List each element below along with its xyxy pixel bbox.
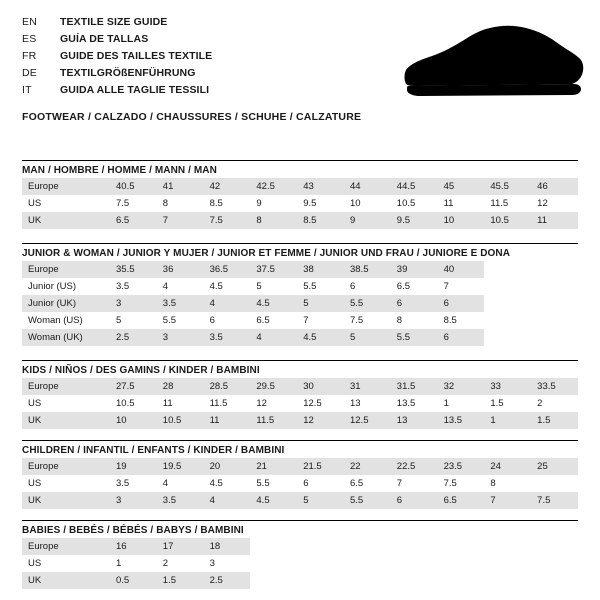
cell: 5.5 bbox=[162, 315, 177, 326]
cell bbox=[391, 572, 438, 589]
cell: 28 bbox=[157, 378, 204, 395]
cell: 18 bbox=[204, 538, 251, 555]
cell: 11.5 bbox=[209, 398, 228, 409]
size-table-man bbox=[22, 178, 578, 229]
cell: 4.5 bbox=[297, 329, 344, 346]
table-row bbox=[22, 458, 578, 475]
cell: 13 bbox=[391, 412, 438, 429]
row-label: Woman (UK) bbox=[22, 329, 110, 346]
language-code: FR bbox=[22, 50, 37, 62]
cell: 3.5 bbox=[116, 281, 130, 292]
cell: 4 bbox=[162, 281, 169, 292]
cell: 6.5 bbox=[256, 315, 270, 326]
cell bbox=[531, 475, 578, 492]
table-row bbox=[22, 329, 578, 346]
size-table-children bbox=[22, 458, 578, 509]
cell: 10.5 bbox=[484, 212, 531, 229]
cell: 1.5 bbox=[531, 412, 578, 429]
cell bbox=[344, 572, 391, 589]
row-label: US bbox=[28, 198, 42, 209]
table-row bbox=[22, 178, 578, 195]
cell: 19.5 bbox=[157, 458, 204, 475]
cell: 3.5 bbox=[157, 492, 204, 509]
cell: 13 bbox=[349, 398, 361, 409]
size-table-kids bbox=[22, 378, 578, 429]
row-label: Woman (US) bbox=[28, 315, 83, 326]
cell: 11 bbox=[531, 212, 578, 229]
language-title: GUIDA ALLE TAGLIE TESSILI bbox=[60, 84, 210, 96]
cell: 27.5 bbox=[110, 378, 157, 395]
cell: 12 bbox=[256, 398, 267, 409]
row-label: UK bbox=[22, 492, 110, 509]
cell: 13.5 bbox=[438, 412, 485, 429]
cell: 3 bbox=[209, 558, 215, 569]
cell: 4.5 bbox=[250, 492, 297, 509]
row-label: Europe bbox=[22, 178, 110, 195]
cell: 4.5 bbox=[209, 478, 223, 489]
cell: 12 bbox=[297, 412, 344, 429]
cell: 44.5 bbox=[391, 178, 438, 195]
cell: 39 bbox=[391, 261, 438, 278]
row-label: UK bbox=[22, 212, 110, 229]
cell: 35.5 bbox=[110, 261, 157, 278]
cell: 2 bbox=[162, 558, 169, 569]
cell bbox=[438, 538, 485, 555]
cell bbox=[531, 572, 578, 589]
cell: 32 bbox=[438, 378, 485, 395]
cell bbox=[344, 538, 391, 555]
language-code: ES bbox=[22, 33, 37, 45]
cell bbox=[250, 572, 297, 589]
size-table-babies bbox=[22, 538, 578, 589]
language-code: EN bbox=[22, 16, 37, 28]
cell: 28.5 bbox=[204, 378, 251, 395]
row-label: US bbox=[28, 478, 42, 489]
row-label: UK bbox=[22, 412, 110, 429]
language-title: TEXTILE SIZE GUIDE bbox=[60, 16, 168, 28]
cell: 9.5 bbox=[391, 212, 438, 229]
table-row bbox=[22, 572, 578, 589]
table-row bbox=[22, 312, 578, 329]
cell: 9 bbox=[344, 212, 391, 229]
cell: 3 bbox=[110, 295, 157, 312]
cell: 3 bbox=[110, 492, 157, 509]
section-heading: MAN / HOMBRE / HOMME / MANN / MAN bbox=[22, 160, 578, 178]
cell: 6.5 bbox=[110, 212, 157, 229]
cell: 8 bbox=[396, 315, 403, 326]
cell: 5.5 bbox=[391, 329, 438, 346]
table-row bbox=[22, 475, 578, 492]
cell: 7.5 bbox=[116, 198, 130, 209]
cell: 42.5 bbox=[250, 178, 297, 195]
section-heading: BABIES / BEBÉS / BÉBÉS / BABYS / BAMBINI bbox=[22, 520, 578, 538]
cell bbox=[484, 538, 531, 555]
cell bbox=[297, 572, 344, 589]
cell: 0.5 bbox=[110, 572, 157, 589]
section-heading: CHILDREN / INFANTIL / ENFANTS / KINDER / BAMBINI bbox=[22, 440, 578, 458]
cell: 13.5 bbox=[396, 398, 416, 409]
cell: 4 bbox=[162, 478, 169, 489]
language-code: IT bbox=[22, 84, 32, 96]
cell: 20 bbox=[204, 458, 251, 475]
cell bbox=[531, 278, 578, 295]
cell: 7 bbox=[484, 492, 531, 509]
cell bbox=[531, 312, 578, 329]
cell bbox=[250, 555, 297, 572]
table-row bbox=[22, 555, 578, 572]
cell: 40 bbox=[438, 261, 485, 278]
cell: 1 bbox=[443, 398, 449, 409]
cell: 1 bbox=[116, 558, 122, 569]
cell: 12.5 bbox=[344, 412, 391, 429]
cell: 22 bbox=[344, 458, 391, 475]
cell: 21.5 bbox=[297, 458, 344, 475]
cell: 4 bbox=[250, 329, 297, 346]
cell bbox=[297, 555, 344, 572]
cell: 31.5 bbox=[391, 378, 438, 395]
language-row bbox=[22, 14, 402, 31]
cell: 6.5 bbox=[396, 281, 410, 292]
table-row bbox=[22, 278, 578, 295]
language-row bbox=[22, 65, 402, 82]
cell: 45.5 bbox=[484, 178, 531, 195]
cell: 5.5 bbox=[344, 295, 391, 312]
row-label: US bbox=[28, 558, 42, 569]
cell: 6 bbox=[438, 295, 485, 312]
cell: 8 bbox=[490, 478, 496, 489]
cell: 5 bbox=[344, 329, 391, 346]
cell: 11.5 bbox=[490, 198, 509, 209]
cell: 9 bbox=[256, 198, 262, 209]
cell: 8.5 bbox=[297, 212, 344, 229]
table-row bbox=[22, 295, 578, 312]
cell: 10 bbox=[438, 212, 485, 229]
language-row bbox=[22, 48, 402, 65]
cell: 37.5 bbox=[250, 261, 297, 278]
cell: 8.5 bbox=[209, 198, 223, 209]
cell: 6.5 bbox=[349, 478, 364, 489]
cell bbox=[531, 295, 578, 312]
section-babies bbox=[22, 520, 578, 589]
cell bbox=[484, 572, 531, 589]
cell: 11 bbox=[204, 412, 251, 429]
section-heading: KIDS / NIÑOS / DES GAMINS / KINDER / BAMBINI bbox=[22, 360, 578, 378]
row-label: US bbox=[28, 398, 42, 409]
table-row bbox=[22, 195, 578, 212]
cell bbox=[344, 555, 391, 572]
cell: 11 bbox=[443, 198, 454, 209]
cell bbox=[484, 261, 531, 278]
cell: 31 bbox=[344, 378, 391, 395]
cell: 24 bbox=[484, 458, 531, 475]
cell: 1.5 bbox=[157, 572, 204, 589]
cell: 7.5 bbox=[349, 315, 364, 326]
cell: 3.5 bbox=[204, 329, 251, 346]
cell: 36.5 bbox=[204, 261, 251, 278]
cell: 23.5 bbox=[438, 458, 485, 475]
cell: 43 bbox=[297, 178, 344, 195]
cell: 6 bbox=[349, 281, 356, 292]
cell bbox=[297, 538, 344, 555]
table-row bbox=[22, 378, 578, 395]
cell: 19 bbox=[110, 458, 157, 475]
table-row bbox=[22, 395, 578, 412]
cell: 29.5 bbox=[250, 378, 297, 395]
section-kids bbox=[22, 360, 578, 429]
cell: 5 bbox=[297, 295, 344, 312]
cell: 6 bbox=[438, 329, 485, 346]
cell: 6.5 bbox=[438, 492, 485, 509]
cell: 5.5 bbox=[303, 281, 317, 292]
cell: 33.5 bbox=[531, 378, 578, 395]
language-code: DE bbox=[22, 67, 37, 79]
cell bbox=[438, 555, 485, 572]
cell bbox=[531, 329, 578, 346]
size-table-junior-woman bbox=[22, 261, 578, 346]
cell: 12 bbox=[537, 198, 548, 209]
cell: 10 bbox=[349, 198, 361, 209]
language-header bbox=[22, 14, 402, 99]
row-label: Europe bbox=[22, 261, 110, 278]
cell: 4.5 bbox=[250, 295, 297, 312]
language-row bbox=[22, 31, 402, 48]
cell: 7 bbox=[396, 478, 403, 489]
cell: 21 bbox=[250, 458, 297, 475]
cell: 10.5 bbox=[396, 198, 416, 209]
language-row bbox=[22, 82, 402, 99]
cell bbox=[531, 538, 578, 555]
cell: 7.5 bbox=[204, 212, 251, 229]
cell: 6 bbox=[391, 492, 438, 509]
cell: 3 bbox=[157, 329, 204, 346]
cell: 5.5 bbox=[256, 478, 270, 489]
row-label: Europe bbox=[22, 538, 110, 555]
cell: 30 bbox=[297, 378, 344, 395]
cell: 8 bbox=[162, 198, 169, 209]
cell: 11 bbox=[162, 398, 173, 409]
language-title: GUIDE DES TAILLES TEXTILE bbox=[60, 50, 213, 62]
cell: 36 bbox=[157, 261, 204, 278]
cell bbox=[484, 278, 531, 295]
table-row bbox=[22, 261, 578, 278]
cell: 1.5 bbox=[490, 398, 504, 409]
cell: 4.5 bbox=[209, 281, 223, 292]
cell: 4 bbox=[204, 295, 251, 312]
cell: 38.5 bbox=[344, 261, 391, 278]
row-label: Junior (US) bbox=[28, 281, 77, 292]
table-row bbox=[22, 538, 578, 555]
cell: 9.5 bbox=[303, 198, 317, 209]
cell: 7 bbox=[443, 281, 449, 292]
page-title: FOOTWEAR / CALZADO / CHAUSSURES / SCHUHE / CALZATURE bbox=[22, 111, 362, 123]
table-row bbox=[22, 212, 578, 229]
cell: 25 bbox=[531, 458, 578, 475]
cell: 38 bbox=[297, 261, 344, 278]
cell bbox=[531, 555, 578, 572]
cell: 5.5 bbox=[344, 492, 391, 509]
cell: 12.5 bbox=[303, 398, 322, 409]
cell: 4 bbox=[204, 492, 251, 509]
section-heading: JUNIOR & WOMAN / JUNIOR Y MUJER / JUNIOR ET FEMME / JUNIOR UND FRAU / JUNIORE E DONA bbox=[22, 243, 578, 261]
cell: 2.5 bbox=[204, 572, 251, 589]
cell bbox=[250, 538, 297, 555]
cell: 46 bbox=[531, 178, 578, 195]
cell: 10 bbox=[110, 412, 157, 429]
cell: 40.5 bbox=[110, 178, 157, 195]
cell: 11.5 bbox=[250, 412, 297, 429]
row-label: UK bbox=[22, 572, 110, 589]
cell: 17 bbox=[157, 538, 204, 555]
section-junior-woman bbox=[22, 243, 578, 346]
row-label: Europe bbox=[22, 378, 110, 395]
cell: 7 bbox=[303, 315, 309, 326]
cell: 42 bbox=[204, 178, 251, 195]
cell: 1 bbox=[484, 412, 531, 429]
cell bbox=[531, 261, 578, 278]
cell bbox=[484, 329, 531, 346]
section-children bbox=[22, 440, 578, 509]
cell: 45 bbox=[438, 178, 485, 195]
cell: 5 bbox=[116, 315, 122, 326]
table-row bbox=[22, 412, 578, 429]
cell: 44 bbox=[344, 178, 391, 195]
cell: 22.5 bbox=[391, 458, 438, 475]
cell: 16 bbox=[110, 538, 157, 555]
cell: 6 bbox=[209, 315, 215, 326]
cell bbox=[484, 295, 531, 312]
cell: 7.5 bbox=[531, 492, 578, 509]
cell: 7 bbox=[157, 212, 204, 229]
cell: 5 bbox=[256, 281, 262, 292]
cell: 3.5 bbox=[116, 478, 130, 489]
cell bbox=[391, 538, 438, 555]
cell: 7.5 bbox=[443, 478, 457, 489]
row-label: Junior (UK) bbox=[22, 295, 110, 312]
cell: 2 bbox=[537, 398, 543, 409]
section-man bbox=[22, 160, 578, 229]
cell bbox=[484, 312, 531, 329]
table-row bbox=[22, 492, 578, 509]
cell: 5 bbox=[297, 492, 344, 509]
cell: 6 bbox=[391, 295, 438, 312]
cell: 6 bbox=[303, 478, 309, 489]
dress-shoe-icon bbox=[398, 22, 584, 102]
language-title: GUÍA DE TALLAS bbox=[60, 33, 149, 45]
row-label: Europe bbox=[22, 458, 110, 475]
cell bbox=[438, 572, 485, 589]
cell: 10.5 bbox=[157, 412, 204, 429]
cell: 2.5 bbox=[110, 329, 157, 346]
cell: 10.5 bbox=[116, 398, 135, 409]
cell: 8.5 bbox=[443, 315, 457, 326]
cell: 33 bbox=[484, 378, 531, 395]
cell: 3.5 bbox=[157, 295, 204, 312]
cell bbox=[391, 555, 438, 572]
cell bbox=[484, 555, 531, 572]
language-title: TEXTILGRÖßENFÜHRUNG bbox=[60, 67, 196, 79]
cell: 41 bbox=[157, 178, 204, 195]
cell: 8 bbox=[250, 212, 297, 229]
